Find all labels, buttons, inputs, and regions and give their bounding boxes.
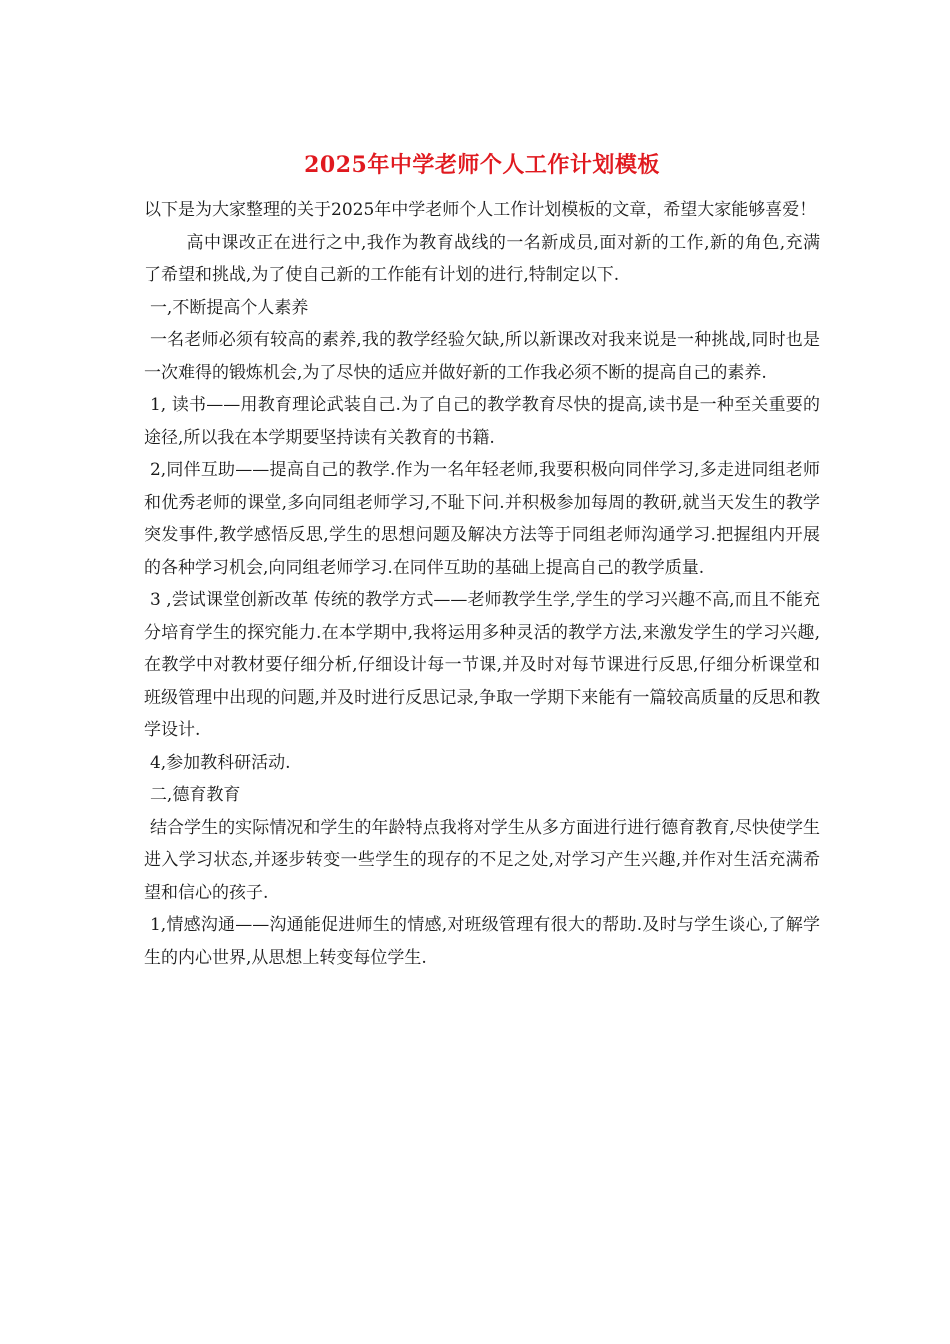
- body-paragraph: 结合学生的实际情况和学生的年龄特点我将对学生从多方面进行进行德育教育,尽快使学生进入学习状态,并逐步转变一些学生的现存的不足之处,对学习产生兴趣,并作对生活充满希望和信心的孩子.: [144, 817, 820, 903]
- intro-paragraph: 以下是为大家整理的关于2025年中学老师个人工作计划模板的文章，希望大家能够喜爱！: [144, 200, 817, 220]
- list-item: 1, 读书——用教育理论武装自己.为了自己的教学教育尽快的提高,读书是一种至关重要的途径,所以我在本学期要坚持读有关教育的书籍.: [144, 395, 820, 448]
- body-paragraph: 一名老师必须有较高的素养,我的教学经验欠缺,所以新课改对我来说是一种挑战,同时也是一次难得的锻炼机会,为了尽快的适应并做好新的工作我必须不断的提高自己的素养.: [144, 330, 820, 383]
- list-item: 4,参加教科研活动.: [149, 752, 291, 773]
- list-item: 3 ,尝试课堂创新改革 传统的教学方式——老师教学生学,学生的学习兴趣不高,而且不能充分培育学生的探究能力.在本学期中,我将运用多种灵活的教学方法,来激发学生的学习兴趣,在教学中对教材要仔细分析,仔细设计每一节课,并及时对每节课进行反思,仔细分析课堂和班级管理中出现的问题,并及时进行反思记录,争取一学期下来能有一篇较高质量的反思和教学设计.: [144, 590, 820, 740]
- section-heading: 一,不断提高个人素养: [149, 297, 309, 318]
- list-item: 2,同伴互助——提高自己的教学.作为一名年轻老师,我要积极向同伴学习,多走进同组老师和优秀老师的课堂,多向同组老师学习,不耻下问.并积极参加每周的教研,就当天发生的教学突发事件,教学感悟反思,学生的思想问题及解决方法等于同组老师沟通学习.把握组内开展的各种学习机会,向同组老师学习.在同伴互助的基础上提高自己的教学质量.: [144, 460, 820, 578]
- body-paragraph: 高中课改正在进行之中,我作为教育战线的一名新成员,面对新的工作,新的角色,充满了希望和挑战,为了使自己新的工作能有计划的进行,特制定以下.: [144, 232, 820, 285]
- document-title: 2025年中学老师个人工作计划模板: [304, 152, 660, 178]
- list-item: 1,情感沟通——沟通能促进师生的情感,对班级管理有很大的帮助.及时与学生谈心,了解学生的内心世界,从思想上转变每位学生.: [144, 915, 820, 968]
- document-page: [144, 150, 820, 974]
- section-heading: 二,德育教育: [149, 785, 241, 805]
